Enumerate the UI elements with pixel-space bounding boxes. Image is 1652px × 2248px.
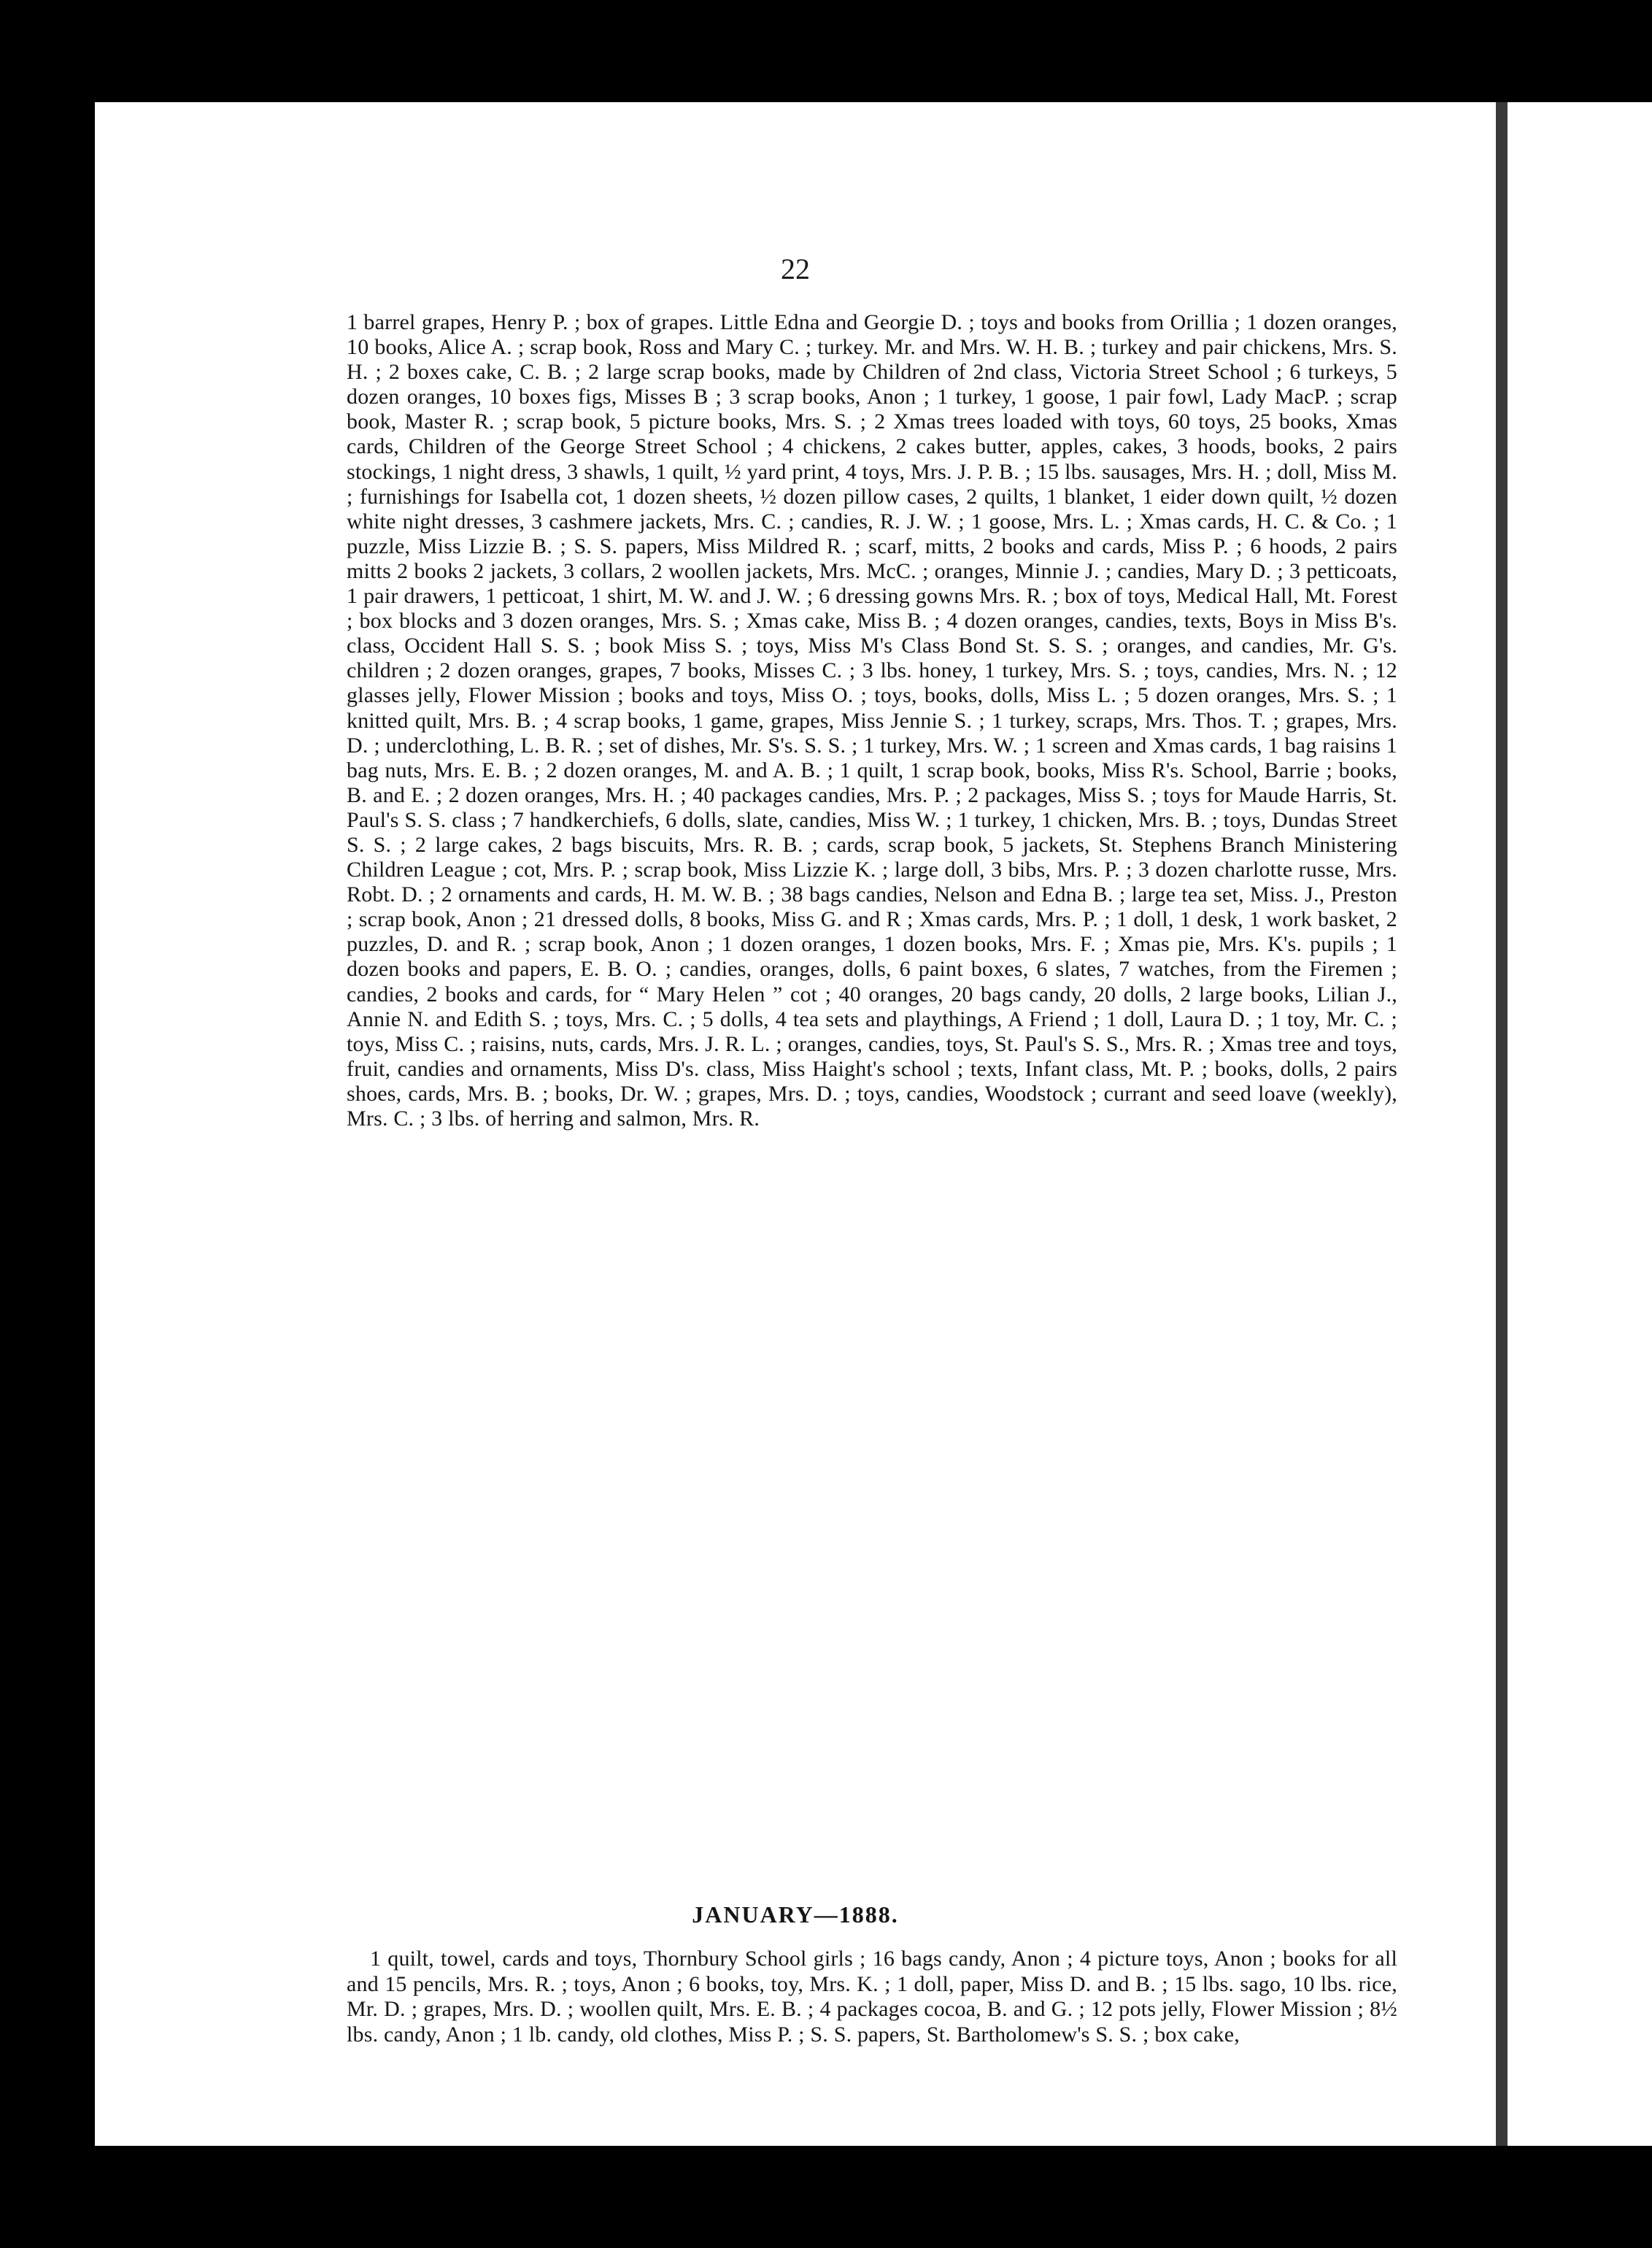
page-number: 22 (781, 253, 810, 285)
donation-list-paragraph: 1 barrel grapes, Henry P. ; box of grapes. Little Edna and Georgie D. ; toys and books from Orillia ; 1 dozen oranges, 10 books, Alice A. ; scrap book, Ross and Mary C. ; turkey. Mr. and Mrs. W. H. B. ; turkey and pair chickens, Mrs. S. H. ; 2 boxes cake, C. B. ; 2 large scrap books, made by Children of 2nd class, Victoria Street School ; 6 turkeys, 5 dozen oranges, 10 boxes figs, Misses B ; 3 scrap books, Anon ; 1 turkey, 1 goose, 1 pair fowl, Lady MacP. ; scrap book, Master R. ; scrap book, 5 picture books, Mrs. S. ; 2 Xmas trees loaded with toys, 60 toys, 25 books, Xmas cards, Children of the George Street School ; 4 chickens, 2 cakes butter, apples, cakes, 3 hoods, books, 2 pairs stockings, 1 night dress, 3 shawls, 1 quilt, ½ yard print, 4 toys, Mrs. J. P. B. ; 15 lbs. sausages, Mrs. H. ; doll, Miss M. ; furnishings for Isabella cot, 1 dozen sheets, ½ dozen pillow cases, 2 quilts, 1 blanket, 1 eider down quilt, ½ dozen white night dresses, 3 cashmere jackets, Mrs. C. ; candies, R. J. W. ; 1 goose, Mrs. L. ; Xmas cards, H. C. & Co. ; 1 puzzle, Miss Lizzie B. ; S. S. papers, Miss Mildred R. ; scarf, mitts, 2 books and cards, Miss P. ; 6 hoods, 2 pairs mitts 2 books 2 jackets, 3 collars, 2 woollen jackets, Mrs. McC. ; oranges, Minnie J. ; candies, Mary D. ; 3 petticoats, 1 pair drawers, 1 petticoat, 1 shirt, M. W. and J. W. ; 6 dressing gowns Mrs. R. ; box of toys, Medical Hall, Mt. Forest ; box blocks and 3 dozen oranges, Mrs. S. ; Xmas cake, Miss B. ; 4 dozen oranges, candies, texts, Boys in Miss B's. class, Occident Hall S. S. ; book Miss S. ; toys, Miss M's Class Bond St. S. S. ; oranges, and candies, Mr. G's. children ; 2 dozen oranges, grapes, 7 books, Misses C. ; 3 lbs. honey, 1 turkey, Mrs. S. ; toys, candies, Mrs. N. ; 12 glasses jelly, Flower Mission ; books and toys, Miss O. ; toys, books, dolls, Miss L. ; 5 dozen oranges, Mrs. S. ; 1 knitted quilt, Mrs. B. ; 4 scrap books, 1 game, grapes, Miss Jennie S. ; 1 turkey, scraps, Mrs. Thos. T. ; grapes, Mrs. D. ; underclothing, L. B. R. ; set of dishes, Mr. S's. S. S. ; 1 turkey, Mrs. W. ; 1 screen and Xmas cards, 1 bag raisins 1 bag nuts, Mrs. E. B. ; 2 dozen oranges, M. and A. B. ; 1 quilt, 1 scrap book, books, Miss R's. School, Barrie ; books, B. and E. ; 2 dozen oranges, Mrs. H. ; 40 packages candies, Mrs. P. ; 2 packages, Miss S. ; toys for Maude Harris, St. Paul's S. S. class ; 7 handkerchiefs, 6 dolls, slate, candies, Miss W. ; 1 turkey, 1 chicken, Mrs. B. ; toys, Dundas Street S. S. ; 2 large cakes, 2 bags biscuits, Mrs. R. B. ; cards, scrap book, 5 jackets, St. Stephens Branch Ministering Children League ; cot, Mrs. P. ; scrap book, Miss Lizzie K. ; large doll, 3 bibs, Mrs. P. ; 3 dozen charlotte russe, Mrs. Robt. D. ; 2 ornaments and cards, H. M. W. B. ; 38 bags candies, Nelson and Edna B. ; large tea set, Miss. J., Preston ; scrap book, Anon ; 21 dressed dolls, 8 books, Miss G. and R ; Xmas cards, Mrs. P. ; 1 doll, 1 desk, 1 work basket, 2 puzzles, D. and R. ; scrap book, Anon ; 1 dozen oranges, 1 dozen books, Mrs. F. ; Xmas pie, Mrs. K's. pupils ; 1 dozen books and papers, E. B. O. ; candies, oranges, dolls, 6 paint boxes, 6 slates, 7 watches, from the Firemen ; candies, 2 books and cards, for “ Mary Helen ” cot ; 40 oranges, 20 bags candy, 20 dolls, 2 large books, Lilian J., Annie N. and Edith S. ; toys, Mrs. C. ; 5 dolls, 4 tea sets and playthings, A Friend ; 1 doll, Laura D. ; 1 toy, Mr. C. ; toys, Miss C. ; raisins, nuts, cards, Mrs. J. R. L. ; oranges, candies, toys, St. Paul's S. S., Mrs. R. ; Xmas tree and toys, fruit, candies and ornaments, Miss D's. class, Miss Haight's school ; texts, Infant class, Mt. P. ; books, dolls, 2 pairs shoes, cards, Mrs. B. ; books, Dr. W. ; grapes, Mrs. D. ; toys, candies, Woodstock ; currant and seed loave (weekly), Mrs. C. ; 3 lbs. of herring and salmon, Mrs. R. (347, 310, 1397, 1131)
donation-list-paragraph-january: 1 quilt, towel, cards and toys, Thornbury School girls ; 16 bags candy, Anon ; 4 picture toys, Anon ; books for all and 15 pencils, Mrs. R. ; toys, Anon ; 6 books, toy, Mrs. K. ; 1 doll, paper, Miss D. and B. ; 15 lbs. sago, 10 lbs. rice, Mr. D. ; grapes, Mrs. D. ; woollen quilt, Mrs. E. B. ; 4 packages cocoa, B. and G. ; 12 pots jelly, Flower Mission ; 8½ lbs. candy, Anon ; 1 lb. candy, old clothes, Miss P. ; S. S. papers, St. Bartholomew's S. S. ; box cake, (347, 1947, 1397, 2047)
book-page (95, 102, 1496, 2146)
adjacent-page-edge (1508, 102, 1652, 2146)
page-spine-edge (1496, 102, 1508, 2146)
section-heading: JANUARY—1888. (692, 1901, 899, 1928)
